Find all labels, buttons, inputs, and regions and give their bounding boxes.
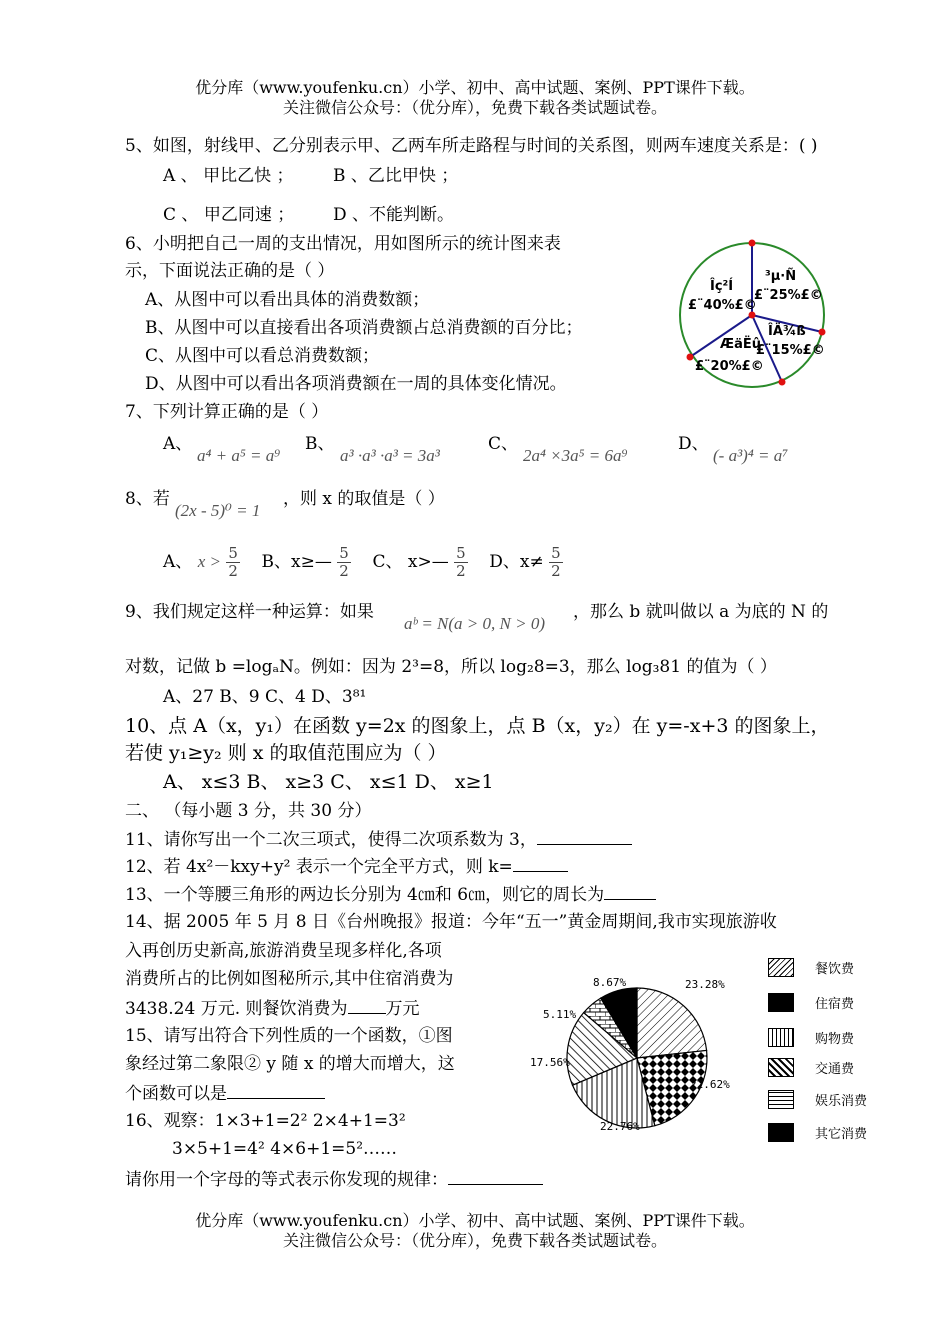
q11-stem: 11、请你写出一个二次三项式，使得二次项系数为 3， xyxy=(125,830,537,850)
q5-stem: 5、如图，射线甲、乙分别表示甲、乙两车所走路程与时间的关系图，则两车速度关系是：( ) xyxy=(125,136,818,156)
q7-option-a-expr: a⁴ + a⁵ = a⁹ xyxy=(197,446,281,465)
q13-stem: 13、一个等腰三角形的两边长分别为 4㎝和 6㎝，则它的周长为 xyxy=(125,885,605,905)
q10-line-1: 10、点 A（x，y₁）在函数 y=2x 的图象上，点 B（x，y₂）在 y=-x+3 的图象上， xyxy=(125,715,830,737)
q6-pie-chart xyxy=(670,235,840,395)
pie-label-transport: 17.56% xyxy=(530,1056,570,1069)
q8-option-d-label: D、x≠ xyxy=(489,552,544,572)
q15-line-3-text: 个函数可以是 xyxy=(125,1084,227,1104)
legend-label-catering: 餐饮费 xyxy=(815,962,855,977)
legend-swatch-catering xyxy=(768,958,794,977)
pie-label-catering: 23.28% xyxy=(685,978,725,991)
q7-option-b-label: B、 xyxy=(305,434,335,454)
q6-pie-seg4-pct: £¨20%£© xyxy=(695,359,764,374)
q8-stem-expr: (2x - 5)⁰ = 1 xyxy=(175,501,261,520)
q6-pie-seg1-name: Îç²Í xyxy=(710,279,734,294)
q8-stem-post: ，则 x 的取值是（ ） xyxy=(283,489,445,509)
q16-line-3-text: 请你用一个字母的等式表示你发现的规律： xyxy=(125,1170,448,1190)
q8-option-d-frac: $\frac{5}{2}$ xyxy=(551,544,561,580)
q12-text xyxy=(125,855,568,878)
legend-label-entertainment: 娱乐消费 xyxy=(815,1094,868,1109)
q6-pie-point xyxy=(749,240,756,247)
footer-line-2: 关注微信公众号：（优分库），免费下载各类试题试卷。 xyxy=(282,1231,667,1250)
legend-label-transport: 交通费 xyxy=(815,1062,855,1077)
q9-options: A、27 B、9 C、4 D、3⁸¹ xyxy=(163,687,367,707)
q9-stem-pre: 9、我们规定这样一种运算：如果 xyxy=(125,602,374,622)
q7-option-c-expr: 2a⁴ ×3a⁵ = 6a⁹ xyxy=(523,446,628,465)
q6-pie-seg2-name: ³µ·Ñ xyxy=(765,269,797,284)
q8-stem-pre: 8、若 xyxy=(125,489,170,509)
pie-label-shopping: 22.76% xyxy=(600,1120,640,1133)
q6-pie-point xyxy=(687,354,694,361)
q6-stem-2: 示，下面说法正确的是（ ） xyxy=(125,261,335,281)
q13-text xyxy=(125,883,656,906)
header-line-1: 优分库（www.youfenku.cn）小学、初中、高中试题、案例、PPT课件下载。 xyxy=(195,78,755,97)
q8-option-b-frac: $\frac{5}{2}$ xyxy=(339,544,349,580)
header-line-2: 关注微信公众号：（优分库），免费下载各类试题试卷。 xyxy=(282,98,667,117)
q6-pie-point xyxy=(819,329,826,336)
q10-line-2: 若使 y₁≥y₂ 则 x 的取值范围应为（ ） xyxy=(125,742,447,764)
q7-option-c-label: C、 xyxy=(488,434,519,454)
q6-option-a: A、从图中可以看出具体的消费数额； xyxy=(145,290,430,310)
q7-stem: 7、下列计算正确的是（ ） xyxy=(125,402,329,422)
q11-answer-blank[interactable] xyxy=(537,828,632,845)
q14-line-4 xyxy=(125,997,420,1020)
q14-line-2: 入再创历史新高,旅游消费呈现多样化,各项 xyxy=(125,941,442,961)
q6-option-b: B、从图中可以直接看出各项消费额占总消费额的百分比； xyxy=(145,318,583,338)
q14-line-4-tail: 万元 xyxy=(385,999,420,1019)
q7-option-a-label: A、 xyxy=(163,434,193,454)
q14-pie-slices xyxy=(567,988,707,1128)
q15-line-2: 象经过第二象限② y 随 x 的增大而增大，这 xyxy=(125,1054,455,1074)
q16-line-2: 3×5+1=4² 4×6+1=5²…… xyxy=(172,1139,398,1159)
q8-option-c-frac: $\frac{5}{2}$ xyxy=(456,544,466,580)
legend-label-other: 其它消费 xyxy=(815,1127,868,1142)
q7-option-b-expr: a³ ·a³ ·a³ = 3a³ xyxy=(340,446,440,465)
q16-answer-blank[interactable] xyxy=(448,1168,543,1185)
q6-pie-seg3-pct: £¨15%£© xyxy=(756,343,825,358)
q15-answer-blank[interactable] xyxy=(227,1082,325,1099)
q12-stem: 12、若 4x²－kxy+y² 表示一个完全平方式，则 k= xyxy=(125,857,513,877)
q7-option-d-expr: (- a³)⁴ = a⁷ xyxy=(713,446,789,465)
pie-label-entertainment: 5.11% xyxy=(543,1008,577,1021)
q6-pie-seg1-pct: £¨40%£© xyxy=(688,298,757,313)
pie-slice-catering xyxy=(637,988,707,1058)
q8-option-b-label: B、x≥— xyxy=(261,552,332,572)
legend-label-shopping: 购物费 xyxy=(815,1032,855,1047)
q6-option-d: D、从图中可以看出各项消费额在一周的具体变化情况。 xyxy=(145,374,567,394)
q14-answer-blank[interactable] xyxy=(348,997,386,1014)
pie-label-other: 8.67% xyxy=(593,976,627,989)
q8-option-c-label: C、 x>— xyxy=(372,552,449,572)
q7-option-d-label: D、 xyxy=(678,434,709,454)
q14-line-1: 14、据 2005 年 5 月 8 日《台州晚报》报道：今年“五一”黄金周期间,我市实现旅游收 xyxy=(125,912,777,932)
legend-swatch-lodging xyxy=(768,993,794,1012)
q6-option-c: C、从图中可以看总消费数额； xyxy=(145,346,380,366)
q10-options: A、 x≤3 B、 x≥3 C、 x≤1 D、 x≥1 xyxy=(163,771,494,793)
pie-label-lodging: 22.62% xyxy=(690,1078,730,1091)
q5-option-a: A 、 甲比乙快 ； xyxy=(163,166,294,186)
q8-option-a-label: A、 xyxy=(163,552,193,572)
legend-swatch-other xyxy=(768,1123,794,1142)
legend-swatch-entertainment xyxy=(768,1090,794,1109)
q14-line-3: 消费所占的比例如图秘所示,其中住宿消费为 xyxy=(125,969,454,989)
q5-option-d: D 、不能判断。 xyxy=(333,205,455,225)
section-2-heading: 二、 （每小题 3 分，共 30 分） xyxy=(125,801,372,821)
legend-label-lodging: 住宿费 xyxy=(815,997,855,1012)
q8-option-a-var: x > xyxy=(197,552,221,571)
footer-line-1: 优分库（www.youfenku.cn）小学、初中、高中试题、案例、PPT课件下载。 xyxy=(195,1211,755,1230)
q8-options xyxy=(163,545,563,580)
q9-line-2: 对数，记做 b =logₐN。例如：因为 2³=8，所以 log₂8=3，那么 log₃81 的值为（ ） xyxy=(125,657,777,677)
q6-pie-seg4-name: ÆäËû xyxy=(720,337,762,352)
q6-pie-point xyxy=(779,379,786,386)
q13-answer-blank[interactable] xyxy=(604,883,656,900)
q6-stem-1: 6、小明把自己一周的支出情况，用如图所示的统计图来表 xyxy=(125,234,561,254)
q9-stem-post: ，那么 b 就叫做以 a 为底的 N 的 xyxy=(573,602,829,622)
legend-swatch-shopping xyxy=(768,1028,794,1047)
q16-line-3 xyxy=(125,1168,543,1191)
legend-swatch-transport xyxy=(768,1058,794,1077)
q9-stem-expr: aᵇ = N(a > 0, N > 0) xyxy=(404,614,545,633)
q12-answer-blank[interactable] xyxy=(513,855,568,872)
q5-option-b: B 、乙比甲快 ； xyxy=(333,166,459,186)
q5-option-c: C 、 甲乙同速 ； xyxy=(163,205,295,225)
q14-pie-chart xyxy=(525,968,755,1138)
q6-pie-seg3-name: ÎÄ¾ß xyxy=(768,324,806,339)
q6-pie-seg2-pct: £¨25%£© xyxy=(754,288,823,303)
q14-line-4-text: 3438.24 万元. 则餐饮消费为 xyxy=(125,999,348,1019)
q15-line-3 xyxy=(125,1082,325,1105)
q15-line-1: 15、请写出符合下列性质的一个函数，①图 xyxy=(125,1026,453,1046)
q16-line-1: 16、观察：1×3+1=2² 2×4+1=3² xyxy=(125,1111,406,1131)
q8-option-a-frac: $\frac{5}{2}$ xyxy=(228,544,238,580)
q11-text xyxy=(125,828,632,851)
